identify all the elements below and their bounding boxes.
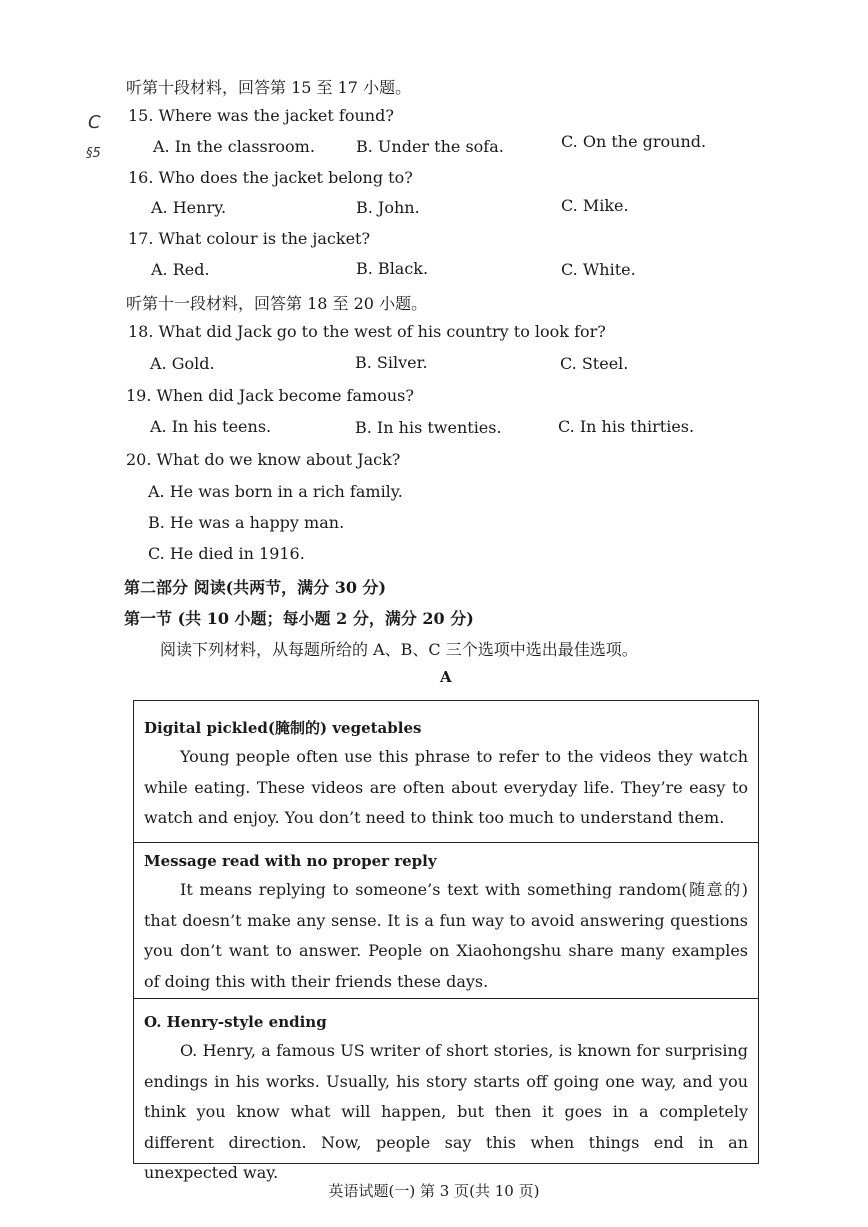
q17-option-c: C. White. [561, 260, 636, 279]
q16-option-b: B. John. [356, 198, 420, 217]
section10-intro: 听第十段材料，回答第 15 至 17 小题。 [126, 78, 412, 97]
q19-option-a: A. In his teens. [150, 417, 272, 436]
passage-label: A [440, 668, 452, 686]
q18-option-a: A. Gold. [150, 354, 215, 373]
q15-option-b: B. Under the sofa. [356, 137, 504, 156]
handwritten-number-mark: §5 [86, 146, 101, 161]
entry-title: Digital pickled(腌制的) vegetables [144, 719, 422, 737]
q20-option-b: B. He was a happy man. [148, 513, 345, 532]
question-20: 20. What do we know about Jack? [126, 450, 401, 469]
entry-message-read [134, 842, 758, 998]
entry-text: Young people often use this phrase to refer to the videos they watch while eating. These videos are often about everyday life. They’re easy to watch and enjoy. You don’t need to think too much to understand them. [144, 747, 748, 827]
passage-a-table [133, 700, 759, 1182]
q16-option-c: C. Mike. [561, 196, 629, 215]
q15-option-c: C. On the ground. [561, 132, 707, 151]
entry-title: O. Henry-style ending [144, 1013, 327, 1031]
question-17: 17. What colour is the jacket? [128, 229, 371, 248]
section-one-title: 第一节 (共 10 小题；每小题 2 分，满分 20 分) [124, 609, 474, 628]
entry-text: It means replying to someone’s text with something random(随意的) that doesn’t make any sense. It is a fun way to avoid answering questions you don’t want to answer. People on Xiaohongshu share many examples of doing this with their friends these days. [144, 880, 748, 991]
q18-option-c: C. Steel. [560, 354, 629, 373]
q17-option-b: B. Black. [356, 259, 429, 278]
question-16: 16. Who does the jacket belong to? [128, 168, 413, 187]
question-15: 15. Where was the jacket found? [128, 106, 394, 125]
entry-o-henry [134, 998, 758, 1182]
q19-option-b: B. In his twenties. [355, 418, 502, 437]
q20-option-c: C. He died in 1916. [148, 544, 305, 563]
question-18: 18. What did Jack go to the west of his country to look for? [128, 322, 606, 341]
handwritten-answer-mark: C [88, 112, 101, 133]
q17-option-a: A. Red. [151, 260, 210, 279]
q15-option-a: A. In the classroom. [153, 137, 315, 156]
part-two-title: 第二部分 阅读(共两节，满分 30 分) [124, 578, 387, 597]
q19-option-c: C. In his thirties. [558, 417, 695, 436]
page-footer: 英语试题(一) 第 3 页(共 10 页) [328, 1182, 540, 1200]
q16-option-a: A. Henry. [151, 198, 227, 217]
q20-option-a: A. He was born in a rich family. [148, 482, 403, 501]
entry-title: Message read with no proper reply [144, 852, 437, 870]
entry-digital-pickled [134, 701, 758, 842]
section11-intro: 听第十一段材料，回答第 18 至 20 小题。 [126, 294, 428, 313]
reading-instruction: 阅读下列材料，从每题所给的 A、B、C 三个选项中选出最佳选项。 [160, 640, 638, 659]
q18-option-b: B. Silver. [355, 353, 428, 372]
entry-text: O. Henry, a famous US writer of short stories, is known for surprising endings in his works. Usually, his story starts off going one way, and you think you know what will happen, but then it goes in a completely different direction. Now, people say this when things end in an unexpected way. [144, 1041, 748, 1182]
question-19: 19. When did Jack become famous? [126, 386, 414, 405]
